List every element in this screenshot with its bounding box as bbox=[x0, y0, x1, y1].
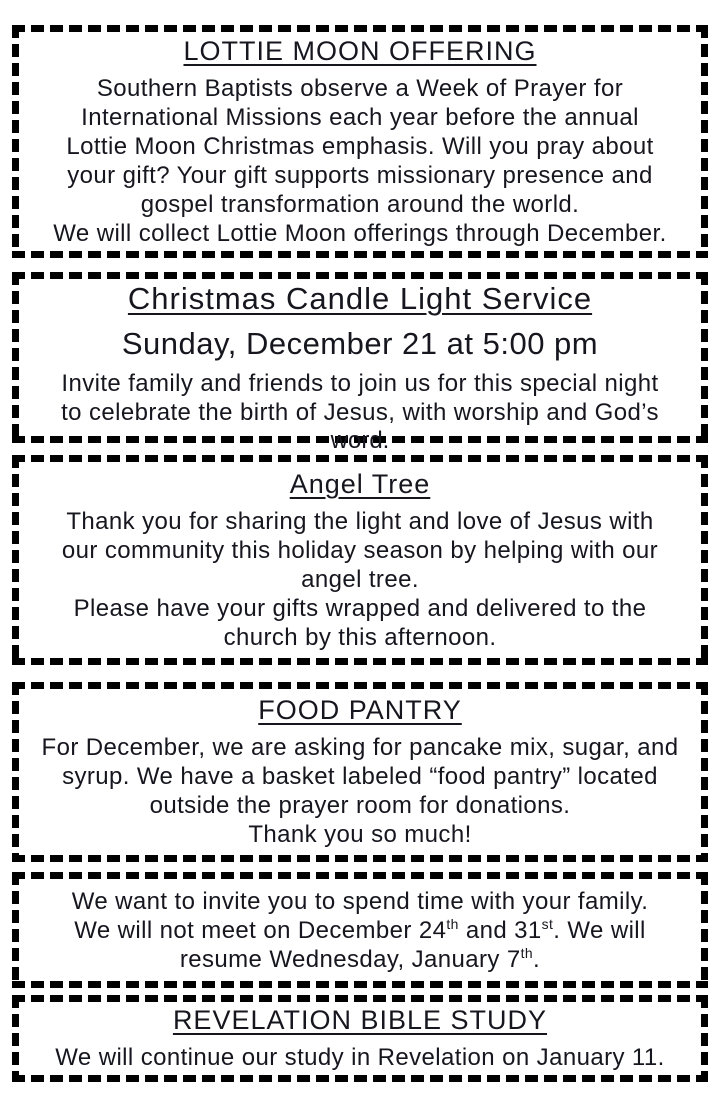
section-angel-tree bbox=[12, 455, 708, 665]
body-line: For December, we are asking for pancake mix, sugar, and bbox=[41, 734, 679, 761]
body-line: gospel transformation around the world. bbox=[140, 190, 580, 218]
body-line: We will not meet on December 24th and 31st. We will bbox=[74, 915, 646, 944]
body-line: International Missions each year before the annual bbox=[81, 103, 639, 131]
body-line: your gift? Your gift supports missionary presence and bbox=[67, 161, 653, 189]
body-line: Thank you for sharing the light and love of Jesus with bbox=[66, 507, 654, 535]
event-datetime: Sunday, December 21 at 5:00 pm bbox=[121, 325, 599, 361]
body-line: Southern Baptists observe a Week of Prayer for bbox=[96, 74, 624, 102]
body-line: syrup. We have a basket labeled “food pantry” located bbox=[62, 763, 658, 790]
section-food-pantry bbox=[12, 682, 708, 862]
section-candle-light-service bbox=[12, 272, 708, 454]
section-title: Christmas Candle Light Service bbox=[127, 280, 593, 316]
section-title: REVELATION BIBLE STUDY bbox=[172, 1005, 548, 1035]
body-line: Please have your gifts wrapped and delivered to the bbox=[73, 594, 647, 622]
section-title: LOTTIE MOON OFFERING bbox=[183, 35, 537, 66]
body-line: outside the prayer room for donations. bbox=[149, 792, 571, 819]
section-title: Angel Tree bbox=[289, 468, 431, 499]
body-line: angel tree. bbox=[301, 565, 419, 593]
section-lottie-moon-offering bbox=[12, 25, 708, 258]
body-line: church by this afternoon. bbox=[223, 623, 497, 651]
clipped-body-line: word. bbox=[330, 426, 390, 454]
section-family-time-notice bbox=[12, 872, 708, 988]
body-line: to celebrate the birth of Jesus, with worship and God’s bbox=[61, 398, 659, 426]
ordinal-suffix: st bbox=[541, 915, 554, 932]
ordinal-suffix: th bbox=[520, 944, 534, 961]
section-title: FOOD PANTRY bbox=[258, 695, 462, 725]
section-revelation-bible-study bbox=[12, 995, 708, 1082]
body-line: Thank you so much! bbox=[248, 821, 472, 848]
body-line: We will continue our study in Revelation on January 11. bbox=[55, 1044, 665, 1071]
body-line: Invite family and friends to join us for this special night bbox=[61, 369, 659, 397]
ordinal-suffix: th bbox=[446, 915, 459, 932]
body-line: We will collect Lottie Moon offerings through December. bbox=[53, 219, 667, 247]
body-line: our community this holiday season by helping with our bbox=[61, 536, 659, 564]
body-line: Lottie Moon Christmas emphasis. Will you pray about bbox=[66, 132, 654, 160]
body-line: resume Wednesday, January 7th. bbox=[179, 944, 541, 973]
body-line: We want to invite you to spend time with your family. bbox=[71, 887, 649, 915]
